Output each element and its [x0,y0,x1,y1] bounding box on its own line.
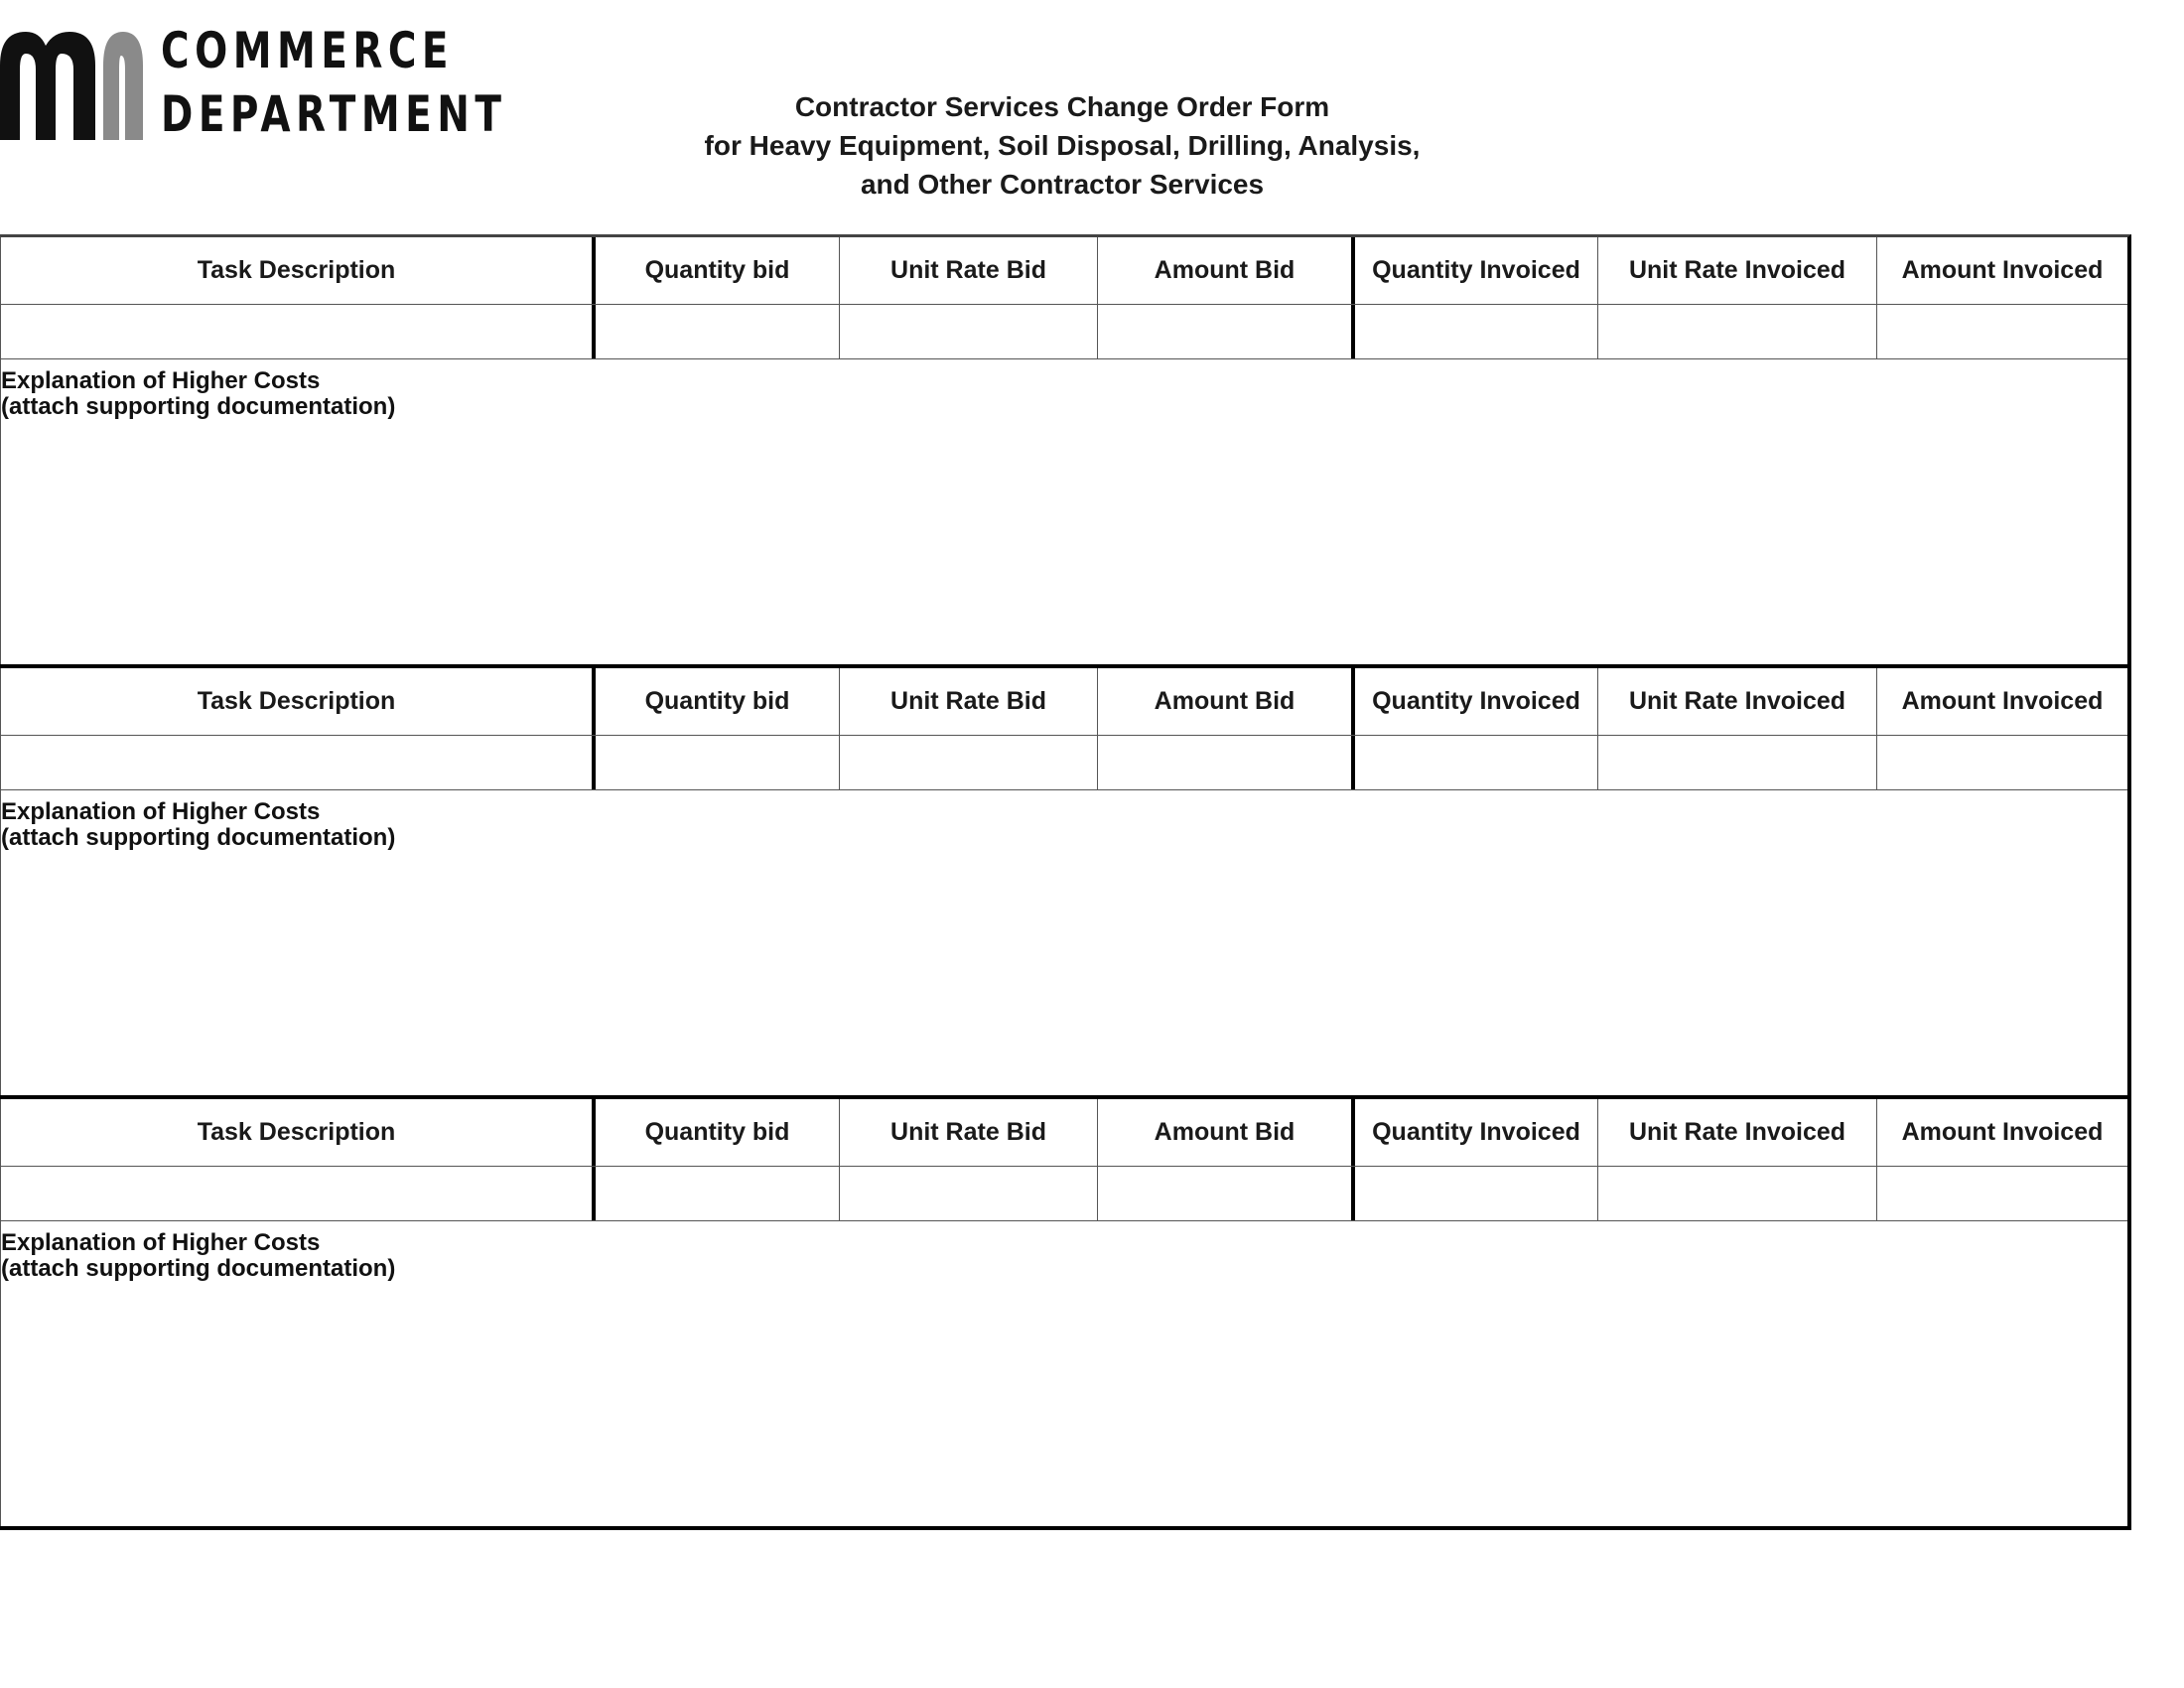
quantity-invoiced-field[interactable] [1355,305,1598,358]
explanation-label: Explanation of Higher Costs [1,1229,321,1256]
explanation-note: (attach supporting documentation) [1,824,396,851]
logo-word-department: DEPARTMENT [161,85,507,143]
explanation-note: (attach supporting documentation) [1,393,396,420]
form-title [615,87,1509,204]
header-amount-bid: Amount Bid [1098,668,1355,735]
header-task-description: Task Description [0,237,596,304]
data-row [0,305,2127,359]
quantity-invoiced-field[interactable] [1355,1167,1598,1220]
quantity-bid-field[interactable] [596,736,840,789]
task-block [0,1095,2127,1526]
header-quantity-bid: Quantity bid [596,237,840,304]
header-row [0,668,2127,736]
header-quantity-invoiced: Quantity Invoiced [1355,1099,1598,1166]
quantity-bid-field[interactable] [596,1167,840,1220]
task-description-field[interactable] [0,305,596,358]
explanation-field[interactable] [0,1221,2127,1526]
data-row [0,1167,2127,1221]
explanation-note: (attach supporting documentation) [1,1255,396,1282]
commerce-department-logo [0,22,507,145]
header-unit-rate-invoiced: Unit Rate Invoiced [1598,668,1877,735]
header-quantity-invoiced: Quantity Invoiced [1355,668,1598,735]
header-amount-bid: Amount Bid [1098,1099,1355,1166]
header-amount-bid: Amount Bid [1098,237,1355,304]
header-unit-rate-bid: Unit Rate Bid [840,237,1098,304]
header-amount-invoiced: Amount Invoiced [1901,1118,2104,1146]
unit-rate-bid-field[interactable] [840,305,1098,358]
amount-bid-field[interactable] [1098,1167,1355,1220]
task-block [0,237,2127,664]
header-quantity-bid: Quantity bid [596,668,840,735]
unit-rate-invoiced-field[interactable] [1598,1167,1877,1220]
quantity-invoiced-field[interactable] [1355,736,1598,789]
amount-bid-field[interactable] [1098,305,1355,358]
amount-bid-field[interactable] [1098,736,1355,789]
form-title-line3: and Other Contractor Services [860,169,1265,200]
form-title-line2: for Heavy Equipment, Soil Disposal, Drilling, Analysis, [704,130,1421,161]
amount-invoiced-field[interactable] [1877,1167,2127,1220]
unit-rate-bid-field[interactable] [840,736,1098,789]
task-description-field[interactable] [0,736,596,789]
header-task-description: Task Description [0,1099,596,1166]
unit-rate-invoiced-field[interactable] [1598,305,1877,358]
header-amount-invoiced: Amount Invoiced [1901,256,2104,284]
quantity-bid-field[interactable] [596,305,840,358]
change-order-form [0,234,2131,1530]
explanation-label: Explanation of Higher Costs [1,798,321,825]
header-quantity-bid: Quantity bid [596,1099,840,1166]
data-row [0,736,2127,790]
explanation-field[interactable] [0,790,2127,1095]
form-title-line1: Contractor Services Change Order Form [794,91,1330,122]
header-unit-rate-invoiced: Unit Rate Invoiced [1598,1099,1877,1166]
task-block [0,664,2127,1095]
unit-rate-bid-field[interactable] [840,1167,1098,1220]
amount-invoiced-field[interactable] [1877,305,2127,358]
explanation-field[interactable] [0,359,2127,664]
explanation-label: Explanation of Higher Costs [1,367,321,394]
header-unit-rate-bid: Unit Rate Bid [840,1099,1098,1166]
amount-invoiced-field[interactable] [1877,736,2127,789]
unit-rate-invoiced-field[interactable] [1598,736,1877,789]
logo-word-commerce: COMMERCE [161,22,455,79]
header-task-description: Task Description [0,668,596,735]
header-unit-rate-bid: Unit Rate Bid [840,668,1098,735]
header-amount-invoiced: Amount Invoiced [1901,687,2104,715]
mn-logo-mark-icon [0,26,149,145]
task-description-field[interactable] [0,1167,596,1220]
header-unit-rate-invoiced: Unit Rate Invoiced [1598,237,1877,304]
header-row [0,1099,2127,1167]
header-quantity-invoiced: Quantity Invoiced [1355,237,1598,304]
header-row [0,237,2127,305]
